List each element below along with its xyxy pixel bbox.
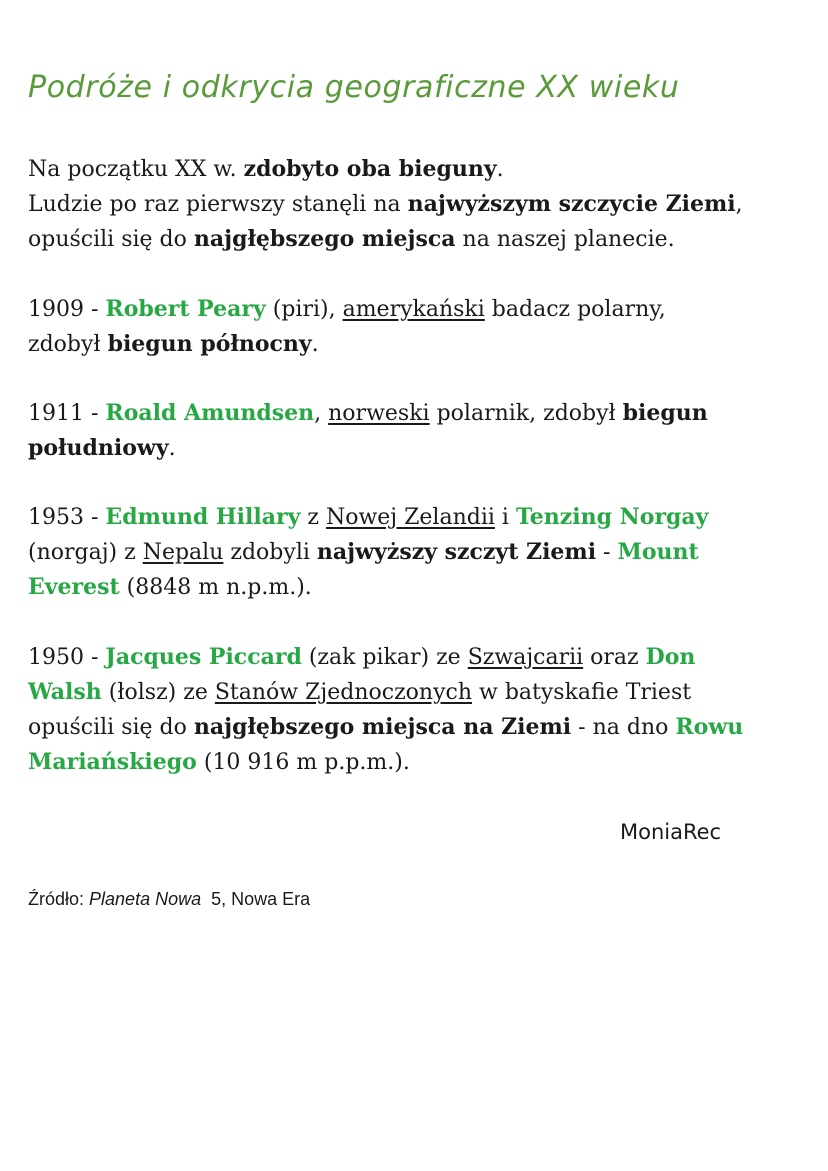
achievement-text: biegun [622,400,708,426]
country-text: Szwajcarii [467,645,584,670]
achievement-text: biegun północny [107,331,312,357]
achievement-text: najgłębszego miejsca na Ziemi [193,714,572,740]
explorer-name: Don [645,644,696,670]
entry-text: opuścili się do [28,715,194,740]
intro-bold-text: najwyższym szczycie Ziemi [407,191,736,217]
explorer-name: Jacques Piccard [105,644,302,670]
entry-text: i [494,505,516,530]
entry-text: (piri), [265,297,343,322]
intro-bold-text: najgłębszego miejsca [193,226,456,252]
country-text: Nowej Zelandii [325,505,495,530]
entry-text: . [311,332,319,357]
entry-text: zdobył [28,332,108,357]
explorer-name: Roald Amundsen [105,400,315,426]
entry-text: (łolsz) ze [101,680,215,705]
entry-text: w batyskafie Triest [472,680,692,705]
entry-year: 1909 - [28,297,106,322]
page-title: Podróże i odkrycia geograficzne XX wieku [28,70,680,105]
source-book-title: Planeta Nowa [89,889,202,909]
place-name: Mariańskiego [28,749,197,775]
entry-year: 1911 - [28,401,106,426]
entry-year: 1950 - [28,645,106,670]
author-signature: MoniaRec [620,820,722,844]
entry-year: 1953 - [28,505,106,530]
source-label: Źródło: [28,889,90,909]
entry-text: - na dno [571,715,676,740]
entry-text: z [300,505,326,530]
entry-text: - [596,540,618,565]
achievement-text: południowy [28,435,169,461]
explorer-name: Robert Peary [105,296,266,322]
place-name: Mount [617,539,699,565]
entry-text: polarnik, zdobył [429,401,623,426]
entry-1953 [28,500,808,605]
intro-text: . [496,157,504,182]
intro-bold-text: zdobyto oba bieguny [243,156,497,182]
nationality-text: amerykański [342,297,485,322]
intro-text: , [735,192,743,217]
entry-text: (zak pikar) ze [301,645,468,670]
entry-text: , [314,401,329,426]
entry-text: zdobyli [223,540,317,565]
intro-text: Ludzie po raz pierwszy stanęli na [28,192,408,217]
explorer-name: Edmund Hillary [105,504,301,530]
intro-paragraph [28,152,808,257]
country-text: Stanów Zjednoczonych [214,680,472,705]
entry-text: (8848 m n.p.m.). [119,575,312,600]
intro-text: na naszej planecie. [455,227,675,252]
source-citation [28,889,310,910]
achievement-text: najwyższy szczyt Ziemi [316,539,597,565]
entry-text: badacz polarny, [484,297,666,322]
country-text: Nepalu [142,540,224,565]
intro-text: opuścili się do [28,227,194,252]
nationality-text: norweski [328,401,430,426]
entry-text: (10 916 m p.p.m.). [196,750,410,775]
entry-text: . [168,436,176,461]
source-edition: 5, Nowa Era [201,889,311,909]
entry-1909 [28,292,808,362]
entry-text: (norgaj) z [28,540,143,565]
explorer-name: Tenzing Norgay [515,504,709,530]
explorer-name: Walsh [28,679,102,705]
place-name: Rowu [675,714,744,740]
place-name: Everest [28,574,120,600]
entry-1950 [28,640,808,780]
entry-1911 [28,396,808,466]
intro-text: Na początku XX w. [28,157,244,182]
entry-text: oraz [583,645,646,670]
